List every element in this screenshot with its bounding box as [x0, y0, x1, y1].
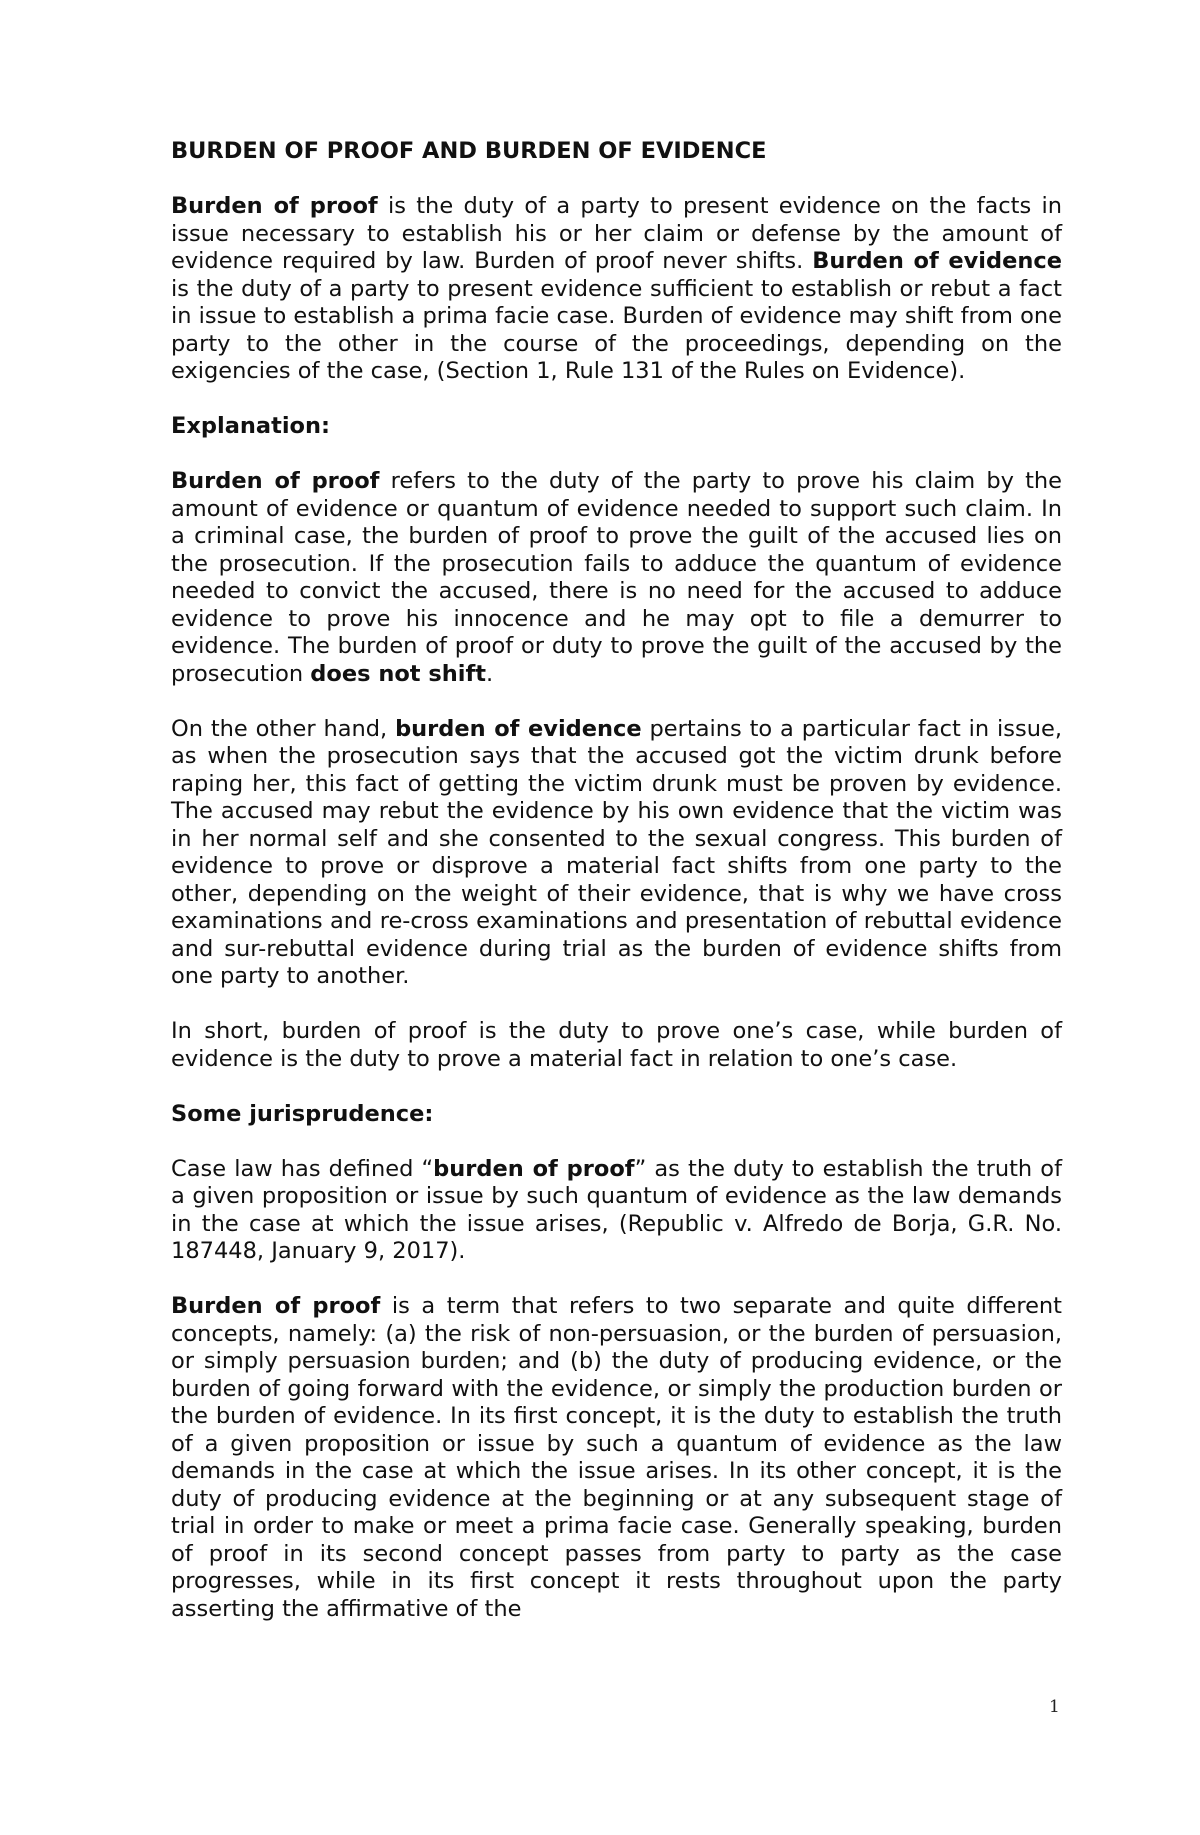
paragraph-text: pertains to a particular fact in issue, as when the prosecution says that the accused got the victim drunk before raping her, this fact of getting the victim drunk must be proven by evidence. The accused may rebut the evidence by his own evidence that the victim was in her normal self and she consented to the sexual congress. This burden of evidence to prove or disprove a material fact shifts from one party to the other, depending on the weight of their evidence, that is why we have cross examinations and re-cross examinations and presentation of rebuttal evidence and sur-rebuttal evidence during trial as the burden of evidence shifts from one party to another. [171, 715, 1062, 989]
paragraph-text: is a term that refers to two separate and quite different concepts, namely: (a) the risk of non-persuasion, or the burden of persuasion, or simply persuasion burden; and (b) the duty of producing evidence, or the burden of going forward with the evidence, or simply the production burden or the burden of evidence. In its first concept, it is the duty to establish the truth of a given proposition or issue by such a quantum of evidence as the law demands in the case at which the issue arises. In its other concept, it is the duty of producing evidence at the beginning or at any subsequent stage of trial in order to make or meet a prima facie case. Generally speaking, burden of proof in its second concept passes from party to party as the case progresses, while in its first concept it rests throughout upon the party asserting the affirmative of the [171, 1293, 1062, 1622]
bold-term: Burden of proof [171, 468, 380, 494]
bold-term: Burden of proof [171, 193, 378, 219]
document-title: BURDEN OF PROOF AND BURDEN OF EVIDENCE [171, 138, 767, 164]
paragraph-text: . [486, 660, 494, 687]
paragraph-burden-of-proof [171, 468, 1062, 688]
paragraph-text: On the other hand, [171, 715, 396, 742]
paragraph-text: Case law has defined “ [171, 1155, 434, 1182]
paragraph-text: refers to the duty of the party to prove his claim by the amount of evidence or quantum of evidence needed to support such claim. In a criminal case, the burden of proof to prove the guilt of the accused lies on the prosecution. If the prosecution fails to adduce the quantum of evidence needed to convict the accused, there is no need for the accused to adduce evidence to prove his innocence and he may opt to file a demurrer to evidence. The burden of proof or duty to prove the guilt of the accused by the prosecution [171, 468, 1062, 687]
paragraph-burden-of-evidence [171, 716, 1062, 991]
bold-term: burden of proof [433, 1155, 635, 1182]
bold-term: Burden of evidence [812, 248, 1062, 274]
paragraph-two-concepts [171, 1293, 1062, 1623]
heading-explanation: Explanation: [171, 413, 331, 439]
paragraph-definitions [171, 193, 1062, 386]
paragraph-text: is the duty of a party to present evidence on the facts in issue necessary to establish his or her claim or defense by the amount of evidence required by law. Burden of proof never shifts. [171, 193, 1063, 274]
heading-jurisprudence: Some jurisprudence: [171, 1100, 434, 1127]
bold-term: Burden of proof [171, 1293, 381, 1319]
page-number: 1 [1049, 1697, 1060, 1717]
document-body [171, 138, 1062, 1651]
bold-term: does not shift [310, 660, 487, 687]
paragraph-text: is the duty of a party to present evidence sufficient to establish or rebut a fact in issue to establish a prima facie case. Burden of evidence may shift from one party to the other in the course of the proceedings, depending on the exigencies of the case, (Section 1, Rule 131 of the Rules on Evidence). [171, 275, 1062, 384]
paragraph-summary: In short, burden of proof is the duty to prove one’s case, while burden of evidence is the duty to prove a material fact in relation to one’s case. [171, 1018, 1062, 1072]
paragraph-text: ” as the duty to establish the truth of a given proposition or issue by such quantum of evidence as the law demands in the case at which the issue arises, (Republic v. Alfredo de Borja, G.R. No. 187448, January 9, 2017). [171, 1155, 1062, 1264]
bold-term: burden of evidence [395, 715, 642, 742]
paragraph-case-law [171, 1156, 1062, 1266]
